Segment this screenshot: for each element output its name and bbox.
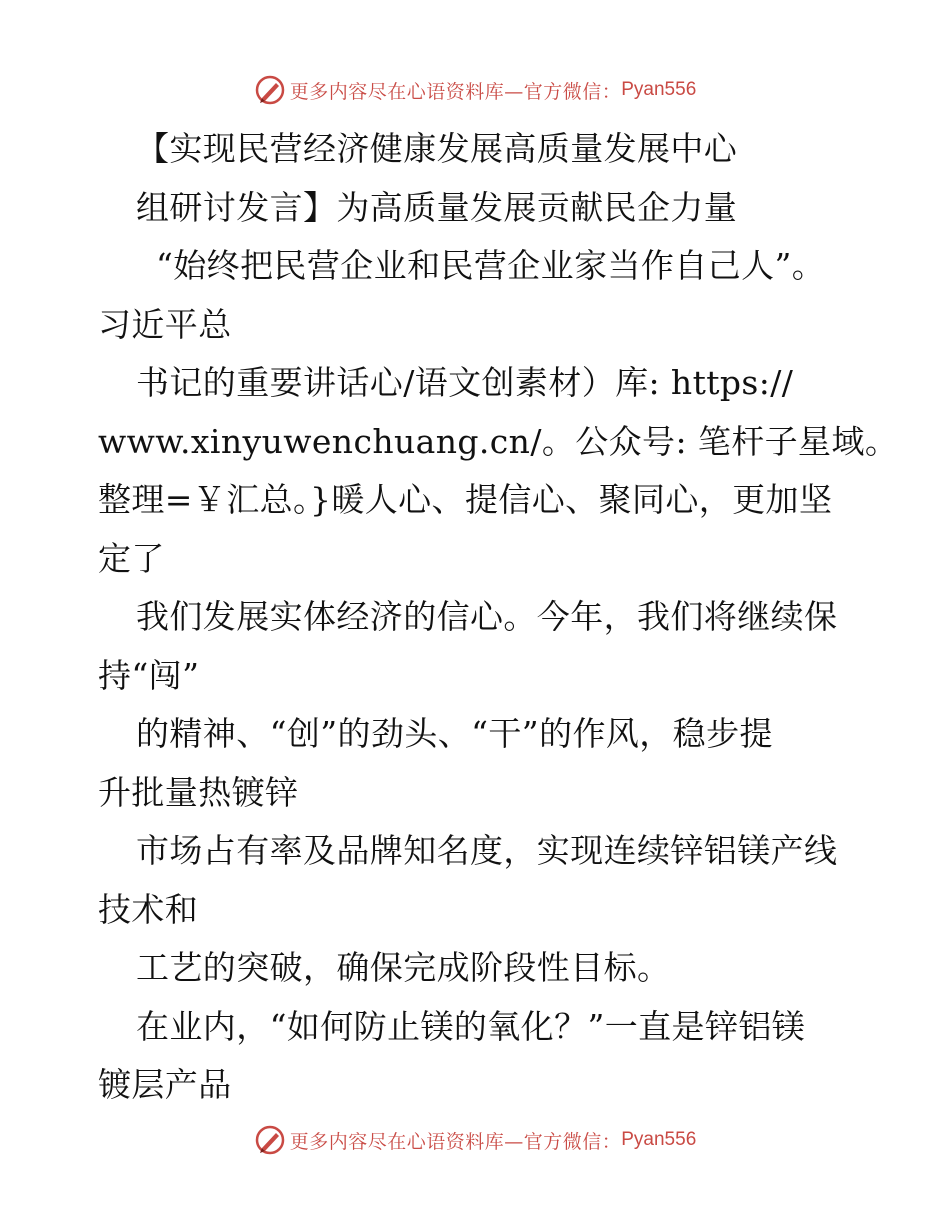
text-line: 升批量热镀锌	[98, 772, 299, 812]
header-banner	[0, 70, 950, 110]
text-line: 组研讨发言】为高质量发展贡献民企力量	[136, 187, 738, 227]
text-line: 工艺的突破，确保完成阶段性目标。	[136, 948, 671, 987]
text-line: 在业内，“如何防止镁的氧化？”一直是锌铝镁	[136, 1006, 806, 1046]
banner-text: 更多内容尽在心语资料库—官方微信：	[289, 1130, 622, 1153]
text-line: www.xinyuwenchuang.cn/。公众号: 笔杆子星域。	[98, 421, 899, 461]
pen-logo-icon	[254, 74, 286, 106]
text-line: 定了	[98, 538, 165, 578]
banner-contact: Pyan556	[621, 1129, 697, 1150]
text-line: 我们发展实体经济的信心。今年，我们将继续保	[136, 597, 838, 636]
document-body	[98, 120, 899, 1115]
text-line: 书记的重要讲话心/语文创素材）库: https://	[136, 363, 794, 402]
banner-contact: Pyan556	[621, 79, 697, 100]
text-line: 持“闯”	[98, 655, 200, 695]
text-line: 的精神、“创”的劲头、“干”的作风，稳步提	[136, 714, 773, 753]
text-line: 技术和	[98, 889, 199, 929]
text-line: 镀层产品	[98, 1065, 232, 1104]
text-line: 【实现民营经济健康发展高质量发展中心	[136, 129, 738, 168]
banner-text: 更多内容尽在心语资料库—官方微信：	[289, 80, 622, 103]
footer-banner	[0, 1120, 950, 1160]
text-line: 习近平总	[98, 304, 232, 344]
text-line: 市场占有率及品牌知名度，实现连续锌铝镁产线	[136, 831, 838, 870]
pen-logo-icon	[254, 1124, 286, 1156]
text-line: “始终把民营企业和民营企业家当作自己人”。	[156, 246, 826, 285]
text-line: 整理=￥汇总。}暖人心、提信心、聚同心，更加坚	[98, 480, 833, 519]
